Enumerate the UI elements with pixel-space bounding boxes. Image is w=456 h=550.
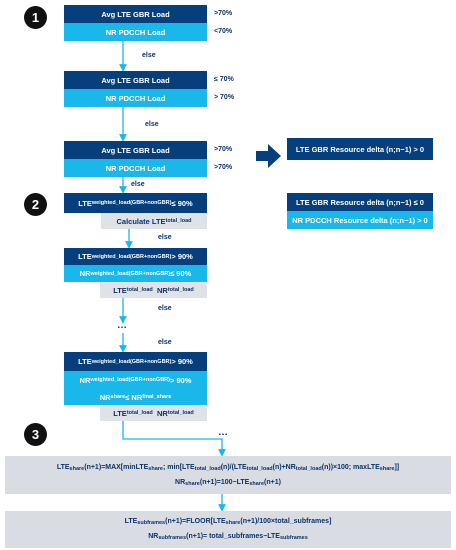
step-3-badge: 3	[24, 423, 47, 446]
block3-top: Avg LTE GBR Load	[64, 141, 207, 159]
step2-cond2-bottom: NR weighted_load(GBR+nonGBR) ≤ 90%	[64, 265, 207, 282]
block2-top: Avg LTE GBR Load	[64, 71, 207, 89]
else-label: else	[145, 121, 159, 128]
step2-cond3-mid: NR weighted_load(GBR+nonGBR) > 90%	[64, 371, 207, 389]
formula-nr-subframes: $NR_{subframes}(n+1)=$ $total\_subframes-LTE_{subframes}$	[148, 533, 308, 541]
formula-block-subframes	[5, 511, 451, 548]
step2-calc3: LTE total_load NR total_load	[100, 405, 207, 421]
block2-bottom-cond: > 70%	[214, 94, 235, 101]
step-2-badge: 2	[24, 193, 47, 216]
result2-line2: NR PDCCH Resource delta (n;n−1) > 0	[287, 211, 433, 229]
step-1-badge: 1	[24, 6, 47, 29]
else-label: else	[142, 52, 156, 59]
step2-calc2: LTE total_load NR total_load	[100, 282, 207, 298]
step2-cond3-share: NR share ≤ NR final_share	[64, 389, 207, 405]
result1-box: LTE GBR Resource delta (n;n−1) > 0	[287, 138, 433, 160]
formula-lte-subframes: $LTE_{subframes}(n+1)=FLOOR[LTE_{share}(n+1)/100\times total\_subframes]$	[124, 518, 332, 526]
formula-nr-share: $NR_{share}(n+1)=100-LTE_{share}(n+1)$	[175, 478, 281, 487]
block3-bottom: NR PDCCH Load	[64, 159, 207, 177]
block3-bottom-cond: >70%	[214, 164, 233, 171]
result2-line1: LTE GBR Resource delta (n;n−1) ≤ 0	[287, 193, 433, 211]
arrow-c3-step3	[123, 421, 222, 453]
else-label: else	[131, 181, 145, 188]
block1-top: Avg LTE GBR Load	[64, 5, 207, 23]
ellipsis: …	[218, 427, 229, 438]
big-arrow-icon	[256, 144, 281, 168]
block1-top-cond: >70%	[214, 10, 233, 17]
formula-lte-share: $LTE_{share}(n+1)=MAX[minLTE_{share}$; $\min[LTE_{total\_load}(n)/(LTE_{total\_load}(n)+NR_{total\_load}(n))\times 100$; maxLTE$_{share}$]]	[56, 463, 400, 472]
block1-bottom: NR PDCCH Load	[64, 23, 207, 41]
step2-cond2-top: LTE weighted_load(GBR+nonGBR) > 90%	[64, 248, 207, 265]
else-label: else	[158, 339, 172, 346]
else-label: else	[158, 234, 172, 241]
step2-cond3-top: LTE weighted_load(GBR+nonGBR) > 90%	[64, 352, 207, 371]
block2-bottom: NR PDCCH Load	[64, 89, 207, 107]
formula-block-share	[5, 456, 451, 494]
ellipsis: …	[117, 320, 128, 331]
block1-bottom-cond: <70%	[214, 28, 233, 35]
step2-cond1: LTE weighted_load(GBR+nonGBR) ≤ 90%	[64, 193, 207, 213]
block3-top-cond: >70%	[214, 146, 233, 153]
step2-calc1: Calculate LTE total_load	[101, 213, 207, 229]
block2-top-cond: ≤ 70%	[214, 76, 234, 83]
else-label: else	[158, 305, 172, 312]
